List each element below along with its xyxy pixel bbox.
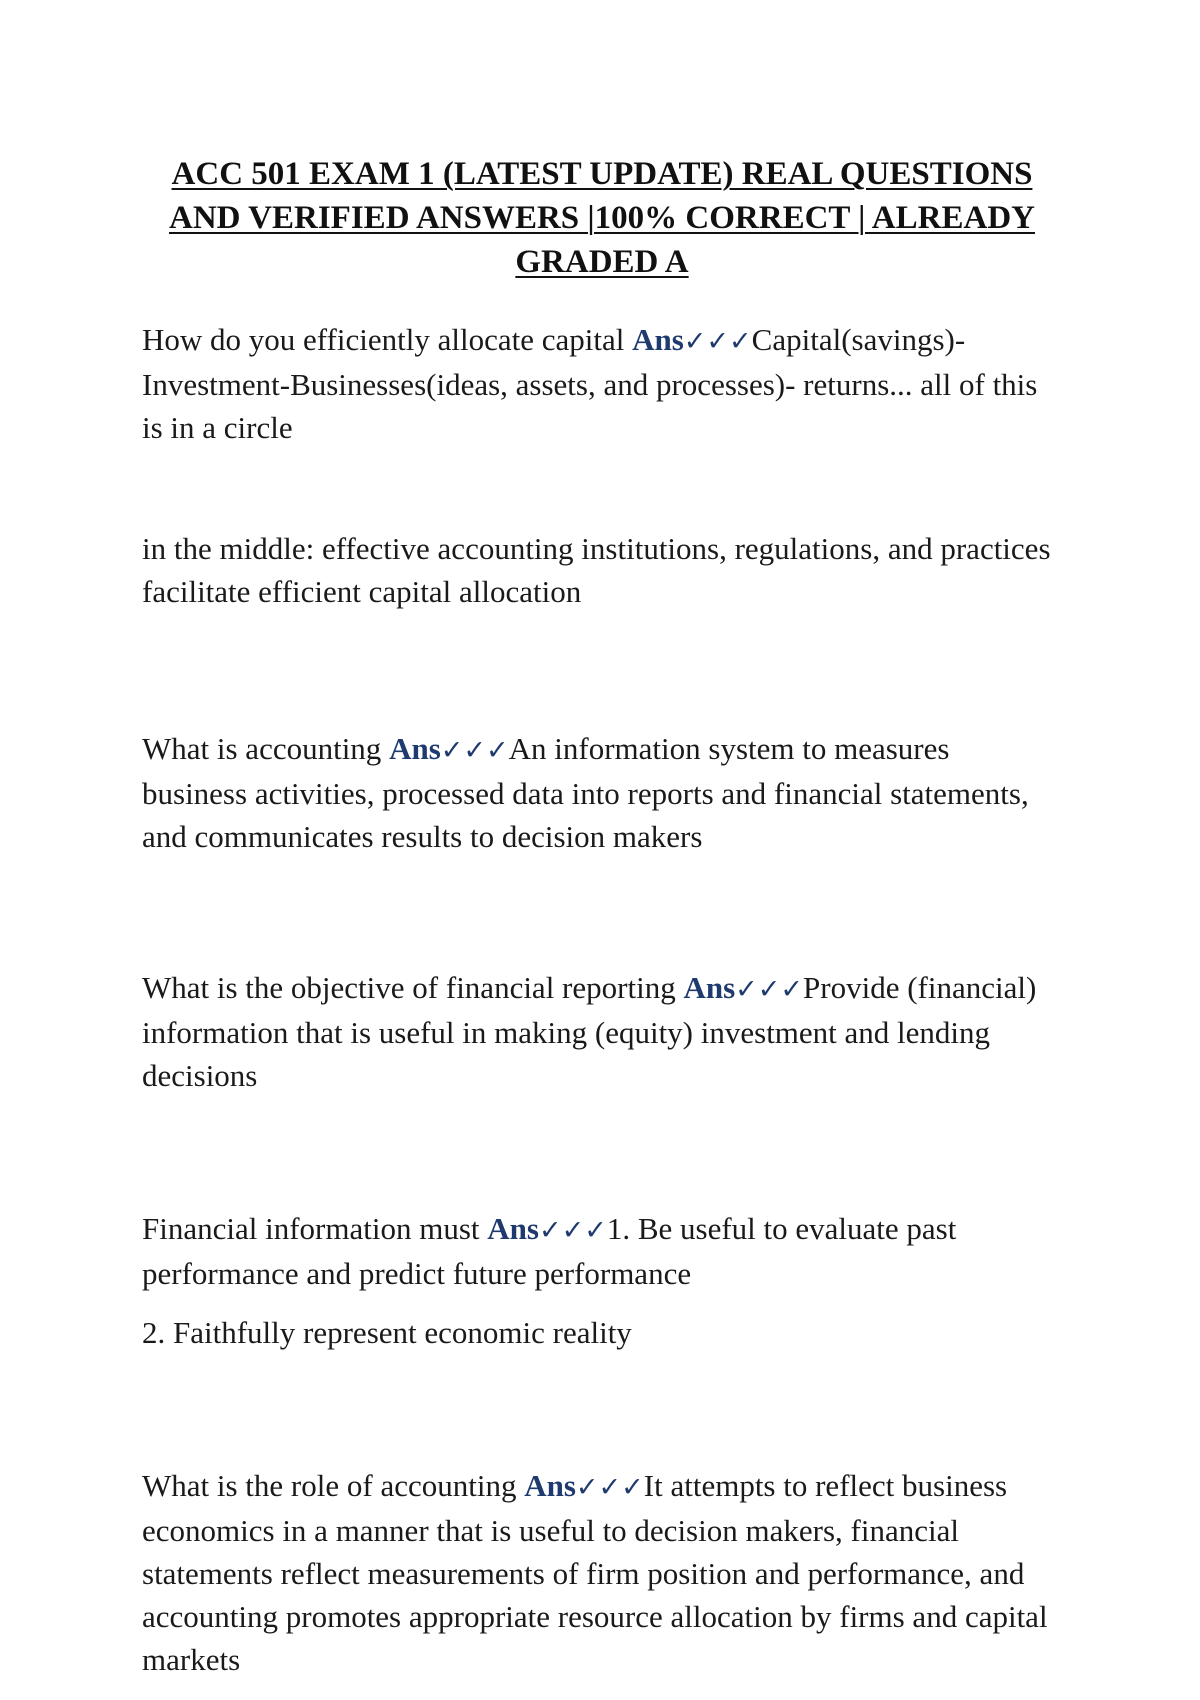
answer-text: 1. Be useful to evaluate past performance and predict future performance — [142, 1211, 957, 1291]
check-marks-icon: ✓✓✓ — [575, 1472, 644, 1503]
check-marks-icon: ✓✓✓ — [683, 326, 752, 357]
answer-label: Ans — [389, 731, 441, 766]
answer-continuation: 2. Faithfully represent economic reality — [142, 1315, 632, 1350]
qa-item-what-is-accounting — [142, 727, 1062, 858]
answer-text: An information system to measures business activities, processed data into reports and financial statements, and communicates results to decision makers — [142, 731, 1029, 854]
question-text: What is the objective of financial reporting — [142, 970, 684, 1005]
answer-continuation: in the middle: effective accounting institutions, regulations, and practices facilitate efficient capital allocation — [142, 531, 1051, 609]
qa-item-capital-allocation — [142, 318, 1062, 449]
question-text: How do you efficiently allocate capital — [142, 322, 633, 357]
answer-label: Ans — [683, 970, 736, 1005]
qa-item-role-of-accounting — [142, 1464, 1062, 1681]
answer-text: Capital(savings)-Investment-Businesses(ideas, assets, and processes)- returns... all of this is in a circle — [142, 322, 1038, 445]
qa-item-financial-information — [142, 1207, 1062, 1295]
answer-label: Ans — [487, 1211, 539, 1246]
qa-item-financial-reporting-objective — [142, 966, 1062, 1097]
document-title: ACC 501 EXAM 1 (LATEST UPDATE) REAL QUESTIONS AND VERIFIED ANSWERS |100% CORRECT | ALREADY GRADED A — [169, 156, 1035, 280]
answer-label: Ans — [632, 322, 684, 357]
answer-text: Provide (financial) information that is useful in making (equity) investment and lending decisions — [142, 970, 1037, 1093]
answer-label: Ans — [524, 1468, 576, 1503]
answer-text: It attempts to reflect business economics in a manner that is useful to decision makers, financial statements reflect measurements of firm position and performance, and accounting promotes appropriate resource allocation by firms and capital markets — [142, 1468, 1048, 1677]
check-marks-icon: ✓✓✓ — [538, 1215, 607, 1246]
question-text: Financial information must — [142, 1211, 488, 1246]
check-marks-icon: ✓✓✓ — [440, 735, 509, 766]
check-marks-icon: ✓✓✓ — [735, 974, 804, 1005]
document-page — [142, 152, 1062, 1681]
question-text: What is the role of accounting — [142, 1468, 525, 1503]
question-text: What is accounting — [142, 731, 390, 766]
